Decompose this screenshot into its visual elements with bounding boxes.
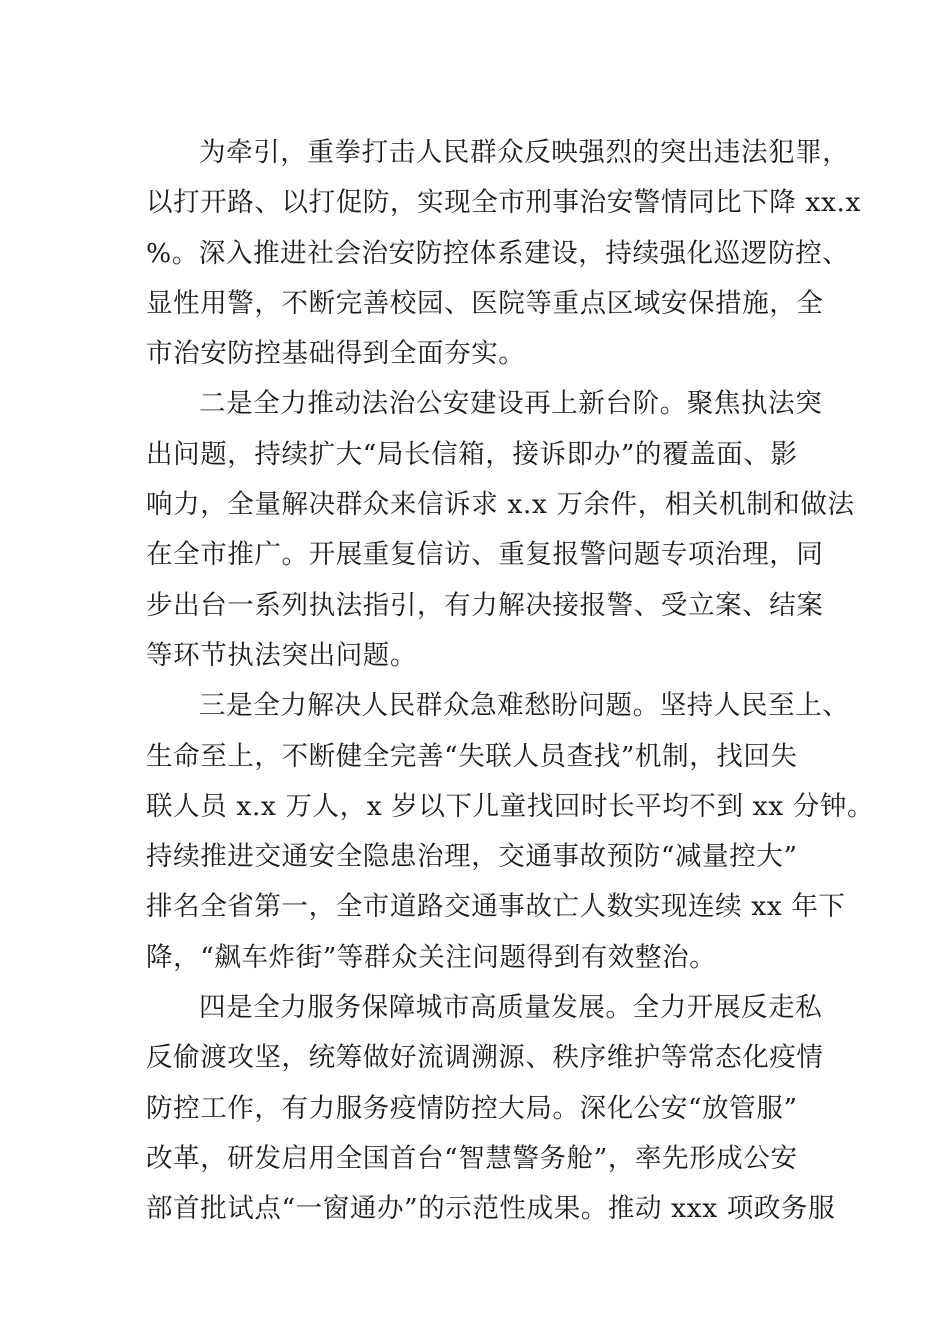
text-line: 步出台一系列执法指引，有力解决接报警、受立案、结案 [146, 589, 824, 621]
paragraph-heading-line: 四是全力服务保障城市高质量发展。全力开展反走私 [199, 992, 823, 1024]
paragraph-heading-line: 二是全力推动法治公安建设再上新台阶。聚焦执法突 [199, 388, 823, 420]
text-line: 反偷渡攻坚，统筹做好流调溯源、秩序维护等常态化疫情 [146, 1042, 824, 1074]
text-line: 为牵引，重拳打击人民群众反映强烈的突出违法犯罪， [199, 137, 850, 168]
text-line: 联人员 x.x 万人，x 岁以下儿童找回时长平均不到 xx 分钟。 [146, 790, 875, 822]
text-line: 显性用警，不断完善校园、医院等重点区域安保措施，全 [146, 287, 824, 319]
text-line: 改革，研发启用全国首台“智慧警务舱”，率先形成公安 [146, 1142, 798, 1174]
text-line: 等环节执法突出问题。 [146, 639, 417, 671]
text-line: 以打开路、以打促防，实现全市刑事治安警情同比下降 xx.x [146, 187, 862, 219]
text-line: 持续推进交通安全隐患治理，交通事故预防“减量控大” [146, 841, 798, 873]
text-line: 部首批试点“一窗通办”的示范性成果。推动 xxx 项政务服 [146, 1193, 836, 1225]
text-line: %。深入推进社会治安防控体系建设，持续强化巡逻防控、 [146, 237, 850, 269]
body-text [146, 128, 875, 1235]
text-line: 在全市推广。开展重复信访、重复报警问题专项治理，同 [146, 539, 824, 571]
text-line: 生命至上，不断健全完善“失联人员查找”机制，找回失 [146, 740, 798, 772]
text-line: 响力，全量解决群众来信诉求 x.x 万余件，相关机制和做法 [146, 489, 855, 521]
text-line: 排名全省第一，全市道路交通事故亡人数实现连续 xx 年下 [146, 891, 846, 923]
text-line: 防控工作，有力服务疫情防控大局。深化公安“放管服” [146, 1092, 798, 1124]
text-line: 出问题，持续扩大“局长信箱，接诉即办”的覆盖面、影 [146, 438, 798, 470]
text-line: 降，“飙车炸街”等群众关注问题得到有效整治。 [146, 941, 717, 973]
text-line: 市治安防控基础得到全面夯实。 [146, 338, 526, 370]
paragraph-heading-line: 三是全力解决人民群众急难愁盼问题。坚持人民至上、 [199, 690, 850, 722]
